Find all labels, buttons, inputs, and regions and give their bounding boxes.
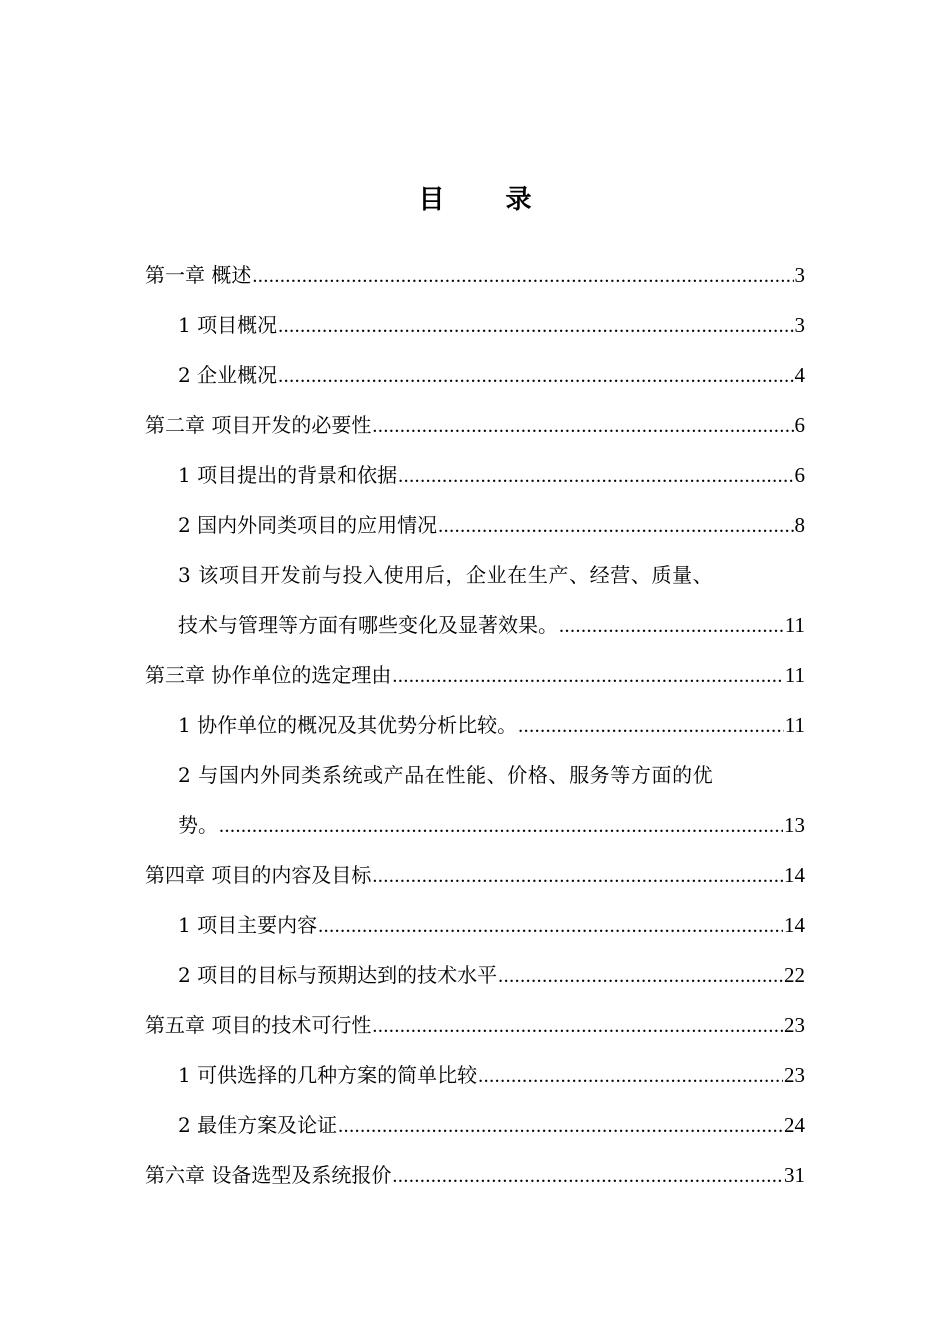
toc-leader-dots [278,351,793,401]
toc-page-number: 24 [784,1113,805,1137]
toc-entry-text-line2: 势。 [178,813,218,837]
toc-entry[interactable] [145,350,805,400]
toc-leader-dots [318,901,783,951]
toc-entry-text-line2: 技术与管理等方面有哪些变化及显著效果。 [178,613,558,637]
toc-entry[interactable] [145,1050,805,1100]
toc-page-number: 23 [784,1013,805,1037]
toc-entry-text: 2 最佳方案及论证 [178,1113,338,1137]
toc-page-number: 11 [784,613,805,637]
toc-page-number: 22 [784,963,805,987]
toc-page-number: 6 [794,463,805,487]
toc-entry-text: 1 协作单位的概况及其优势分析比较。 [178,713,518,737]
toc-entry-text: 第三章 协作单位的选定理由 [145,663,392,687]
toc-entry[interactable] [145,1100,805,1150]
toc-entry-text-line1[interactable]: 3 该项目开发前与投入使用后，企业在生产、经营、质量、 [178,563,714,587]
toc-leader-dots [278,301,793,351]
toc-page-number: 14 [784,863,805,887]
toc-page-number: 3 [794,263,805,287]
toc-entry[interactable] [145,300,805,350]
toc-entry[interactable] [145,500,805,550]
toc-page-number: 8 [794,513,805,537]
toc-leader-dots [338,1101,783,1151]
toc-leader-dots [518,701,784,751]
toc-entry[interactable] [145,650,805,700]
toc-page-number: 3 [794,313,805,337]
toc-leader-dots [372,1001,783,1051]
toc-page-number: 23 [784,1063,805,1087]
toc-entry-text: 第五章 项目的技术可行性 [145,1013,372,1037]
toc-page-number: 11 [784,713,805,737]
toc-entry[interactable] [145,800,805,850]
toc-entry[interactable] [145,400,805,450]
toc-entry[interactable] [145,700,805,750]
toc-leader-dots [392,651,783,701]
toc-entry-text: 第六章 设备选型及系统报价 [145,1163,392,1187]
toc-entry[interactable] [145,1150,805,1200]
toc-entry[interactable] [145,250,805,300]
toc-leader-dots [498,951,783,1001]
toc-entry-text: 1 项目概况 [178,313,278,337]
toc-entry-text: 1 项目提出的背景和依据 [178,463,398,487]
toc-leader-dots [478,1051,783,1101]
toc-page-number: 11 [784,663,805,687]
toc-page-number: 14 [784,913,805,937]
toc-leader-dots [438,501,793,551]
toc-leader-dots [219,801,783,851]
toc-leader-dots [372,401,793,451]
toc-entry-text: 1 项目主要内容 [178,913,318,937]
toc-leader-dots [392,1151,783,1201]
toc-entry-text: 第一章 概述 [145,263,252,287]
toc-entry[interactable] [145,850,805,900]
table-of-contents [145,250,805,1200]
toc-entry[interactable] [145,450,805,500]
toc-entry-text-line1[interactable]: 2 与国内外同类系统或产品在性能、价格、服务等方面的优 [178,763,714,787]
toc-leader-dots [559,601,784,651]
toc-entry[interactable] [145,900,805,950]
toc-page-number: 4 [794,363,805,387]
toc-page-number: 13 [784,813,805,837]
toc-leader-dots [252,251,793,301]
toc-entry-text: 1 可供选择的几种方案的简单比较 [178,1063,478,1087]
toc-entry-text: 第四章 项目的内容及目标 [145,863,372,887]
toc-entry-text: 第二章 项目开发的必要性 [145,413,372,437]
toc-entry-text: 2 国内外同类项目的应用情况 [178,513,438,537]
toc-page-number: 31 [784,1163,805,1187]
toc-entry[interactable] [145,1000,805,1050]
toc-leader-dots [398,451,793,501]
toc-title: 目 录 [418,185,558,215]
toc-entry[interactable] [145,600,805,650]
toc-entry-text: 2 企业概况 [178,363,278,387]
toc-entry-text: 2 项目的目标与预期达到的技术水平 [178,963,498,987]
toc-leader-dots [372,851,783,901]
toc-page-number: 6 [794,413,805,437]
toc-entry[interactable] [145,950,805,1000]
